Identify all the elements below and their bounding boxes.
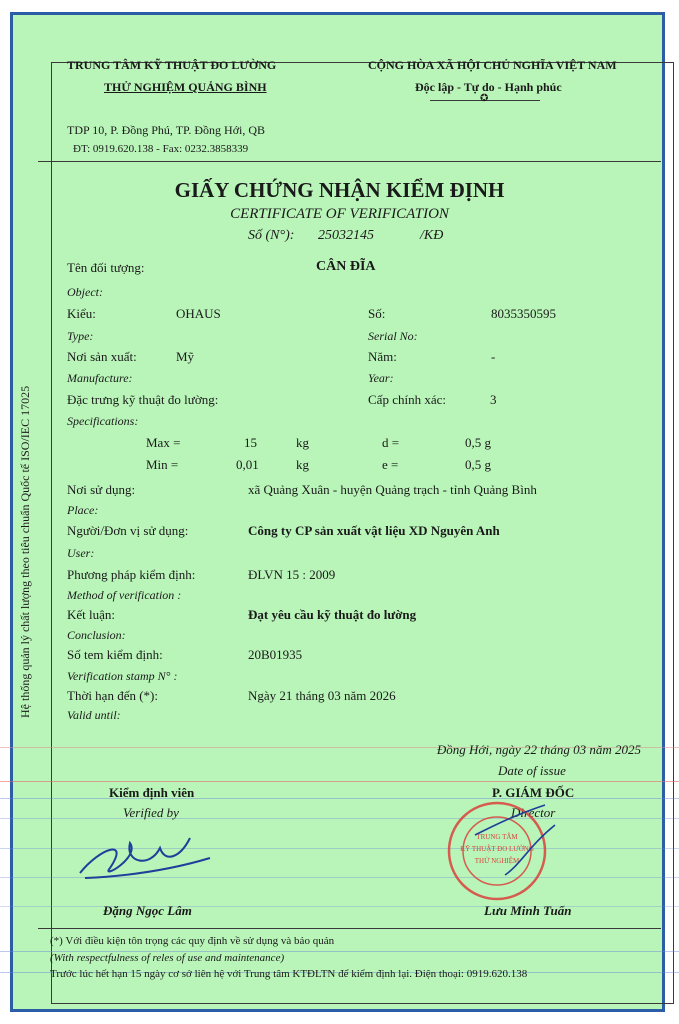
stamp-label: Số tem kiểm định: [67, 647, 163, 662]
accuracy-value: 3 [490, 392, 497, 407]
manufacture-label-en: Manufacture: [67, 371, 133, 385]
footer-note-contact: Trước lúc hết hạn 15 ngày cơ sở liên hệ với Trung tâm KTĐLTN để kiểm định lại. Điện thoại: 0919.620.138 [50, 968, 528, 980]
d-label: d = [382, 435, 400, 450]
org-phone: ĐT: 0919.620.138 - Fax: 0232.3858339 [73, 143, 249, 155]
min-label: Min = [146, 457, 179, 472]
svg-text:THỬ NGHIỆM: THỬ NGHIỆM [474, 857, 520, 865]
country-motto: Độc lập - Tự do - Hạnh phúc [415, 80, 562, 94]
official-seal [435, 795, 565, 905]
footer-divider [38, 928, 661, 929]
type-value: OHAUS [176, 306, 221, 321]
header-divider [38, 161, 661, 162]
user-label-en: User: [67, 546, 95, 560]
stamp-value: 20B01935 [248, 647, 303, 662]
issue-date-en: Date of issue [498, 763, 566, 778]
serial-value: 8035350595 [491, 306, 556, 321]
type-label: Kiểu: [67, 306, 96, 321]
certificate-number-label: Số (N°): [248, 228, 295, 243]
motto-ornament: ✪ [480, 93, 489, 104]
certificate-number: 25032145 [318, 228, 374, 243]
e-value: 0,5 g [465, 457, 491, 472]
svg-text:TRUNG TÂM: TRUNG TÂM [476, 833, 518, 841]
manufacture-value: Mỹ [176, 349, 195, 364]
director-name: Lưu Minh Tuấn [484, 903, 572, 918]
max-unit: kg [296, 435, 309, 450]
verifier-signature [70, 818, 220, 888]
verifier-title-en: Verified by [123, 805, 179, 820]
object-label: Tên đối tượng: [67, 260, 145, 275]
d-value: 0,5 g [465, 435, 491, 450]
scan-line [0, 781, 679, 782]
serial-label: Số: [368, 306, 386, 321]
scan-line [0, 798, 679, 799]
certificate-title: GIẤY CHỨNG NHẬN KIỂM ĐỊNH [174, 178, 505, 202]
manufacture-label: Nơi sản xuất: [67, 349, 137, 364]
min-unit: kg [296, 457, 309, 472]
object-label-en: Object: [67, 285, 103, 299]
serial-label-en: Serial No: [368, 329, 418, 343]
min-value: 0,01 [236, 457, 259, 472]
country-name: CỘNG HÒA XÃ HỘI CHỦ NGHĨA VIỆT NAM [368, 58, 617, 72]
valid-label: Thời hạn đến (*): [67, 688, 158, 703]
conclusion-label: Kết luận: [67, 607, 116, 622]
year-label-en: Year: [368, 371, 394, 385]
method-value: ĐLVN 15 : 2009 [248, 567, 336, 582]
place-value: xã Quảng Xuân - huyện Quảng trạch - tỉnh Quảng Bình [248, 482, 537, 497]
method-label-en: Method of verification : [67, 588, 182, 602]
place-label: Nơi sử dụng: [67, 482, 136, 497]
director-title-en: Director [511, 805, 556, 820]
certificate-title-en: CERTIFICATE OF VERIFICATION [230, 206, 449, 222]
svg-text:KỸ THUẬT ĐO LƯỜNG: KỸ THUẬT ĐO LƯỜNG [460, 845, 534, 853]
spec-label: Đặc trưng kỹ thuật đo lường: [67, 392, 219, 407]
org-name-line2: THỬ NGHIỆM QUẢNG BÌNH [104, 80, 267, 94]
footer-note-en: (With respectfulness of reles of use and maintenance) [50, 952, 285, 964]
object-value: CÂN ĐĨA [316, 259, 376, 274]
issue-place-date: Đồng Hới, ngày 22 tháng 03 năm 2025 [436, 742, 641, 757]
max-value: 15 [244, 435, 257, 450]
verifier-name: Đặng Ngọc Lâm [103, 903, 192, 918]
verifier-title: Kiểm định viên [109, 785, 195, 800]
user-label: Người/Đơn vị sử dụng: [67, 523, 189, 538]
type-label-en: Type: [67, 329, 94, 343]
user-value: Công ty CP sản xuất vật liệu XD Nguyên Anh [248, 523, 500, 538]
place-label-en: Place: [67, 503, 99, 517]
accuracy-label: Cấp chính xác: [368, 392, 446, 407]
footer-note-vi: (*) Với điều kiện tôn trọng các quy định về sử dụng và bảo quản [50, 935, 335, 947]
certificate-number-suffix: /KĐ [420, 228, 444, 243]
year-label: Năm: [368, 349, 397, 364]
valid-label-en: Valid until: [67, 708, 121, 722]
max-label: Max = [146, 435, 181, 450]
conclusion-label-en: Conclusion: [67, 628, 126, 642]
method-label: Phương pháp kiểm định: [67, 567, 196, 582]
valid-value: Ngày 21 tháng 03 năm 2026 [248, 688, 396, 703]
year-value: - [491, 349, 496, 364]
spec-label-en: Specifications: [67, 414, 139, 428]
e-label: e = [382, 457, 399, 472]
side-iso-text: Hệ thống quản lý chất lượng theo tiêu chuẩn Quốc tế ISO/IEC 17025 [18, 385, 32, 718]
stamp-label-en: Verification stamp N° : [67, 669, 178, 683]
scan-line [0, 906, 679, 907]
org-address: TDP 10, P. Đồng Phú, TP. Đồng Hới, QB [67, 123, 266, 137]
org-name-line1: TRUNG TÂM KỸ THUẬT ĐO LƯỜNG [67, 58, 277, 72]
conclusion-value: Đạt yêu cầu kỹ thuật đo lường [248, 607, 417, 622]
director-title: P. GIÁM ĐỐC [492, 785, 575, 800]
